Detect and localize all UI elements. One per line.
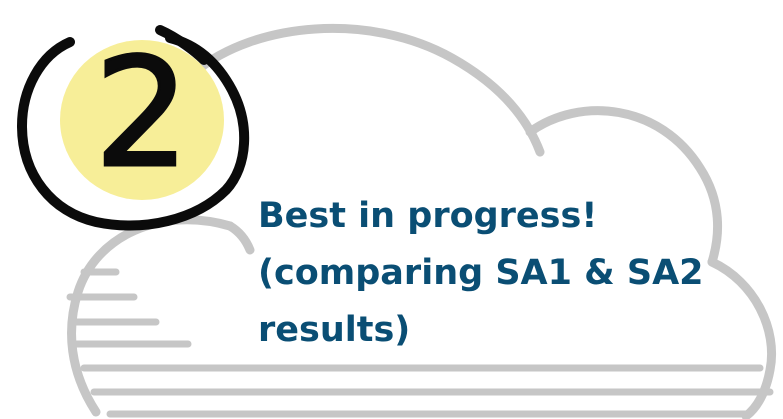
message-text: [258, 188, 758, 359]
message-line-3: results): [258, 310, 411, 350]
message-line-2: (comparing SA1 & SA2: [258, 253, 704, 293]
message-line-1: Best in progress!: [258, 196, 598, 236]
badge-number: 2: [94, 27, 190, 201]
